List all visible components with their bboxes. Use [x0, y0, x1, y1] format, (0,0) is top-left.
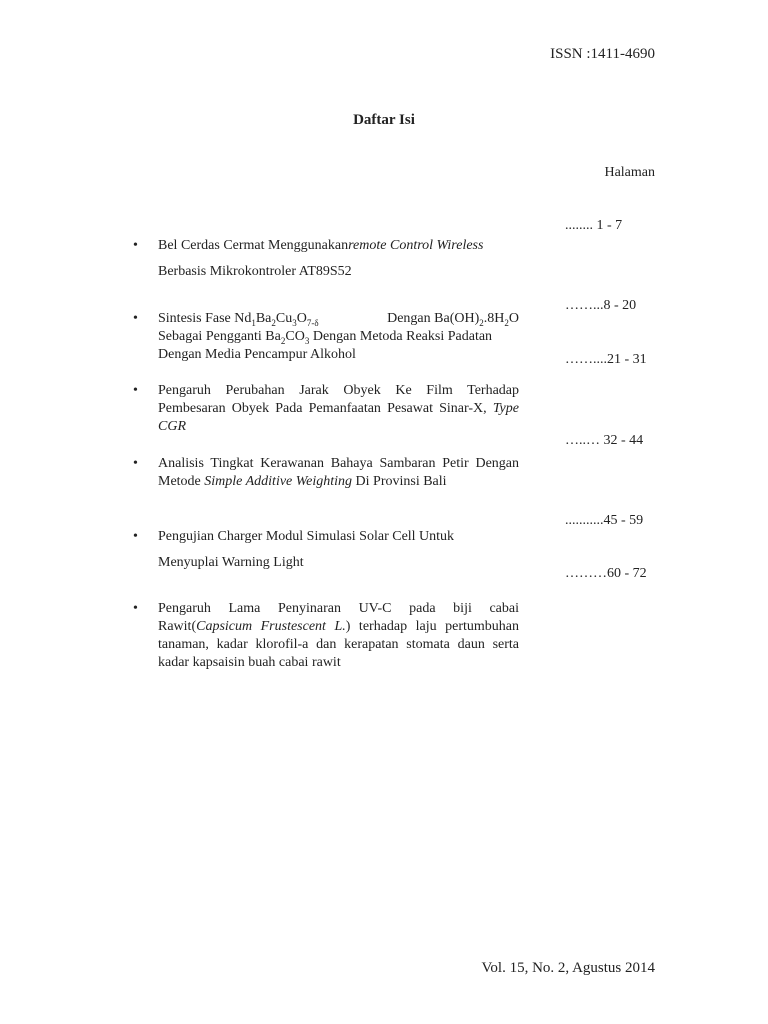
entry-2-f-4: 7-δ [306, 317, 319, 328]
page-range-3: ……....21 - 31 [565, 352, 647, 367]
page-range-4: …..… 32 - 44 [565, 433, 644, 448]
page-range-2: ……...8 - 20 [565, 298, 637, 313]
entry-1-line-2: Berbasis Mikrokontroler AT89S52 [158, 264, 352, 279]
entry-2-f-b: Ba [255, 311, 272, 326]
entry-3-text-b: Type CGR [158, 401, 519, 434]
entry-3-text-a: Pengaruh Perubahan Jarak Obyek Ke Film Terhadap Pembesaran Obyek Pada Pemanfaatan Pesawat Sinar-X, [158, 383, 519, 416]
entry-2-g-1: 2 [280, 335, 286, 346]
bullet-4: • [133, 456, 138, 471]
entry-2-line-3: Dengan Media Pencampur Alkohol [158, 347, 356, 362]
entry-2-formula-a [158, 310, 319, 328]
entry-1-text-b: remote Control Wireless [348, 238, 484, 253]
entry-6-text-b: Capsicum Frustescent L. [196, 619, 346, 634]
entry-2-f-e: Dengan Ba(OH) [387, 311, 480, 326]
page-range-5: ...........45 - 59 [565, 513, 644, 528]
entry-2-g-a: Sebagai Pengganti Ba [158, 329, 281, 344]
entry-4-text-a: Analisis Tingkat Kerawanan Bahaya Sambaran Petir Dengan Metode [158, 456, 519, 489]
entry-4-text-b: Simple Additive Weighting [204, 474, 353, 489]
toc-entry-2 [158, 310, 519, 364]
entry-5-line-2: Menyuplai Warning Light [158, 555, 304, 570]
bullet-2: • [133, 311, 138, 326]
entry-2-f-2: 2 [271, 317, 276, 328]
entry-2-g-2: 3 [304, 335, 310, 346]
bullet-5: • [133, 529, 138, 544]
bullet-6: • [133, 601, 138, 616]
page-title: Daftar Isi [353, 112, 415, 128]
volume-footer: Vol. 15, No. 2, Agustus 2014 [481, 960, 655, 976]
issn-number: ISSN :1411-4690 [550, 46, 655, 62]
page-column-header: Halaman [604, 165, 655, 180]
entry-2-g-c: Dengan Metoda Reaksi Padatan [309, 329, 493, 344]
entry-2-f-6: 2 [504, 317, 509, 328]
toc-entry-3 [158, 382, 519, 436]
entry-2-f-3: 3 [292, 317, 297, 328]
entry-2-f-a: Sintesis Fase Nd [158, 311, 252, 326]
page-range-1: ........ 1 - 7 [565, 218, 623, 233]
toc-entry-5 [158, 528, 519, 572]
entry-2-g-b: CO [285, 329, 305, 344]
entry-2-f-d: O [296, 311, 307, 326]
entry-5-line-1: Pengujian Charger Modul Simulasi Solar Cell Untuk [158, 529, 455, 544]
bullet-3: • [133, 383, 138, 398]
entry-2-formula-b [387, 310, 519, 328]
page-range-6: ………60 - 72 [565, 566, 647, 581]
entry-2-f-g: O [508, 311, 519, 326]
toc-entry-6 [158, 600, 519, 672]
entry-2-f-5: 2 [479, 317, 484, 328]
entry-6-text-c: ) terhadap laju pertumbuhan tanaman, kadar klorofil-a dan kerapatan stomata daun serta kadar kapsaisin buah cabai rawit [158, 619, 520, 670]
toc-entry-4 [158, 455, 519, 491]
entry-2-line-1 [158, 310, 519, 328]
entry-2-f-c: Cu [275, 311, 293, 326]
toc-entry-1-line-1 [158, 237, 519, 255]
entry-1-text-a: Bel Cerdas Cermat Menggunakan [158, 238, 349, 253]
toc-entry-1 [158, 237, 519, 281]
entry-2-f-f: .8H [483, 311, 505, 326]
entry-2-f-1: 1 [251, 317, 256, 328]
entry-4-text-c: Di Provinsi Bali [352, 474, 447, 489]
entry-2-line-2 [158, 328, 519, 346]
entry-6-text-a: Pengaruh Lama Penyinaran UV-C pada biji cabai Rawit( [158, 601, 519, 634]
bullet-1: • [133, 238, 138, 253]
